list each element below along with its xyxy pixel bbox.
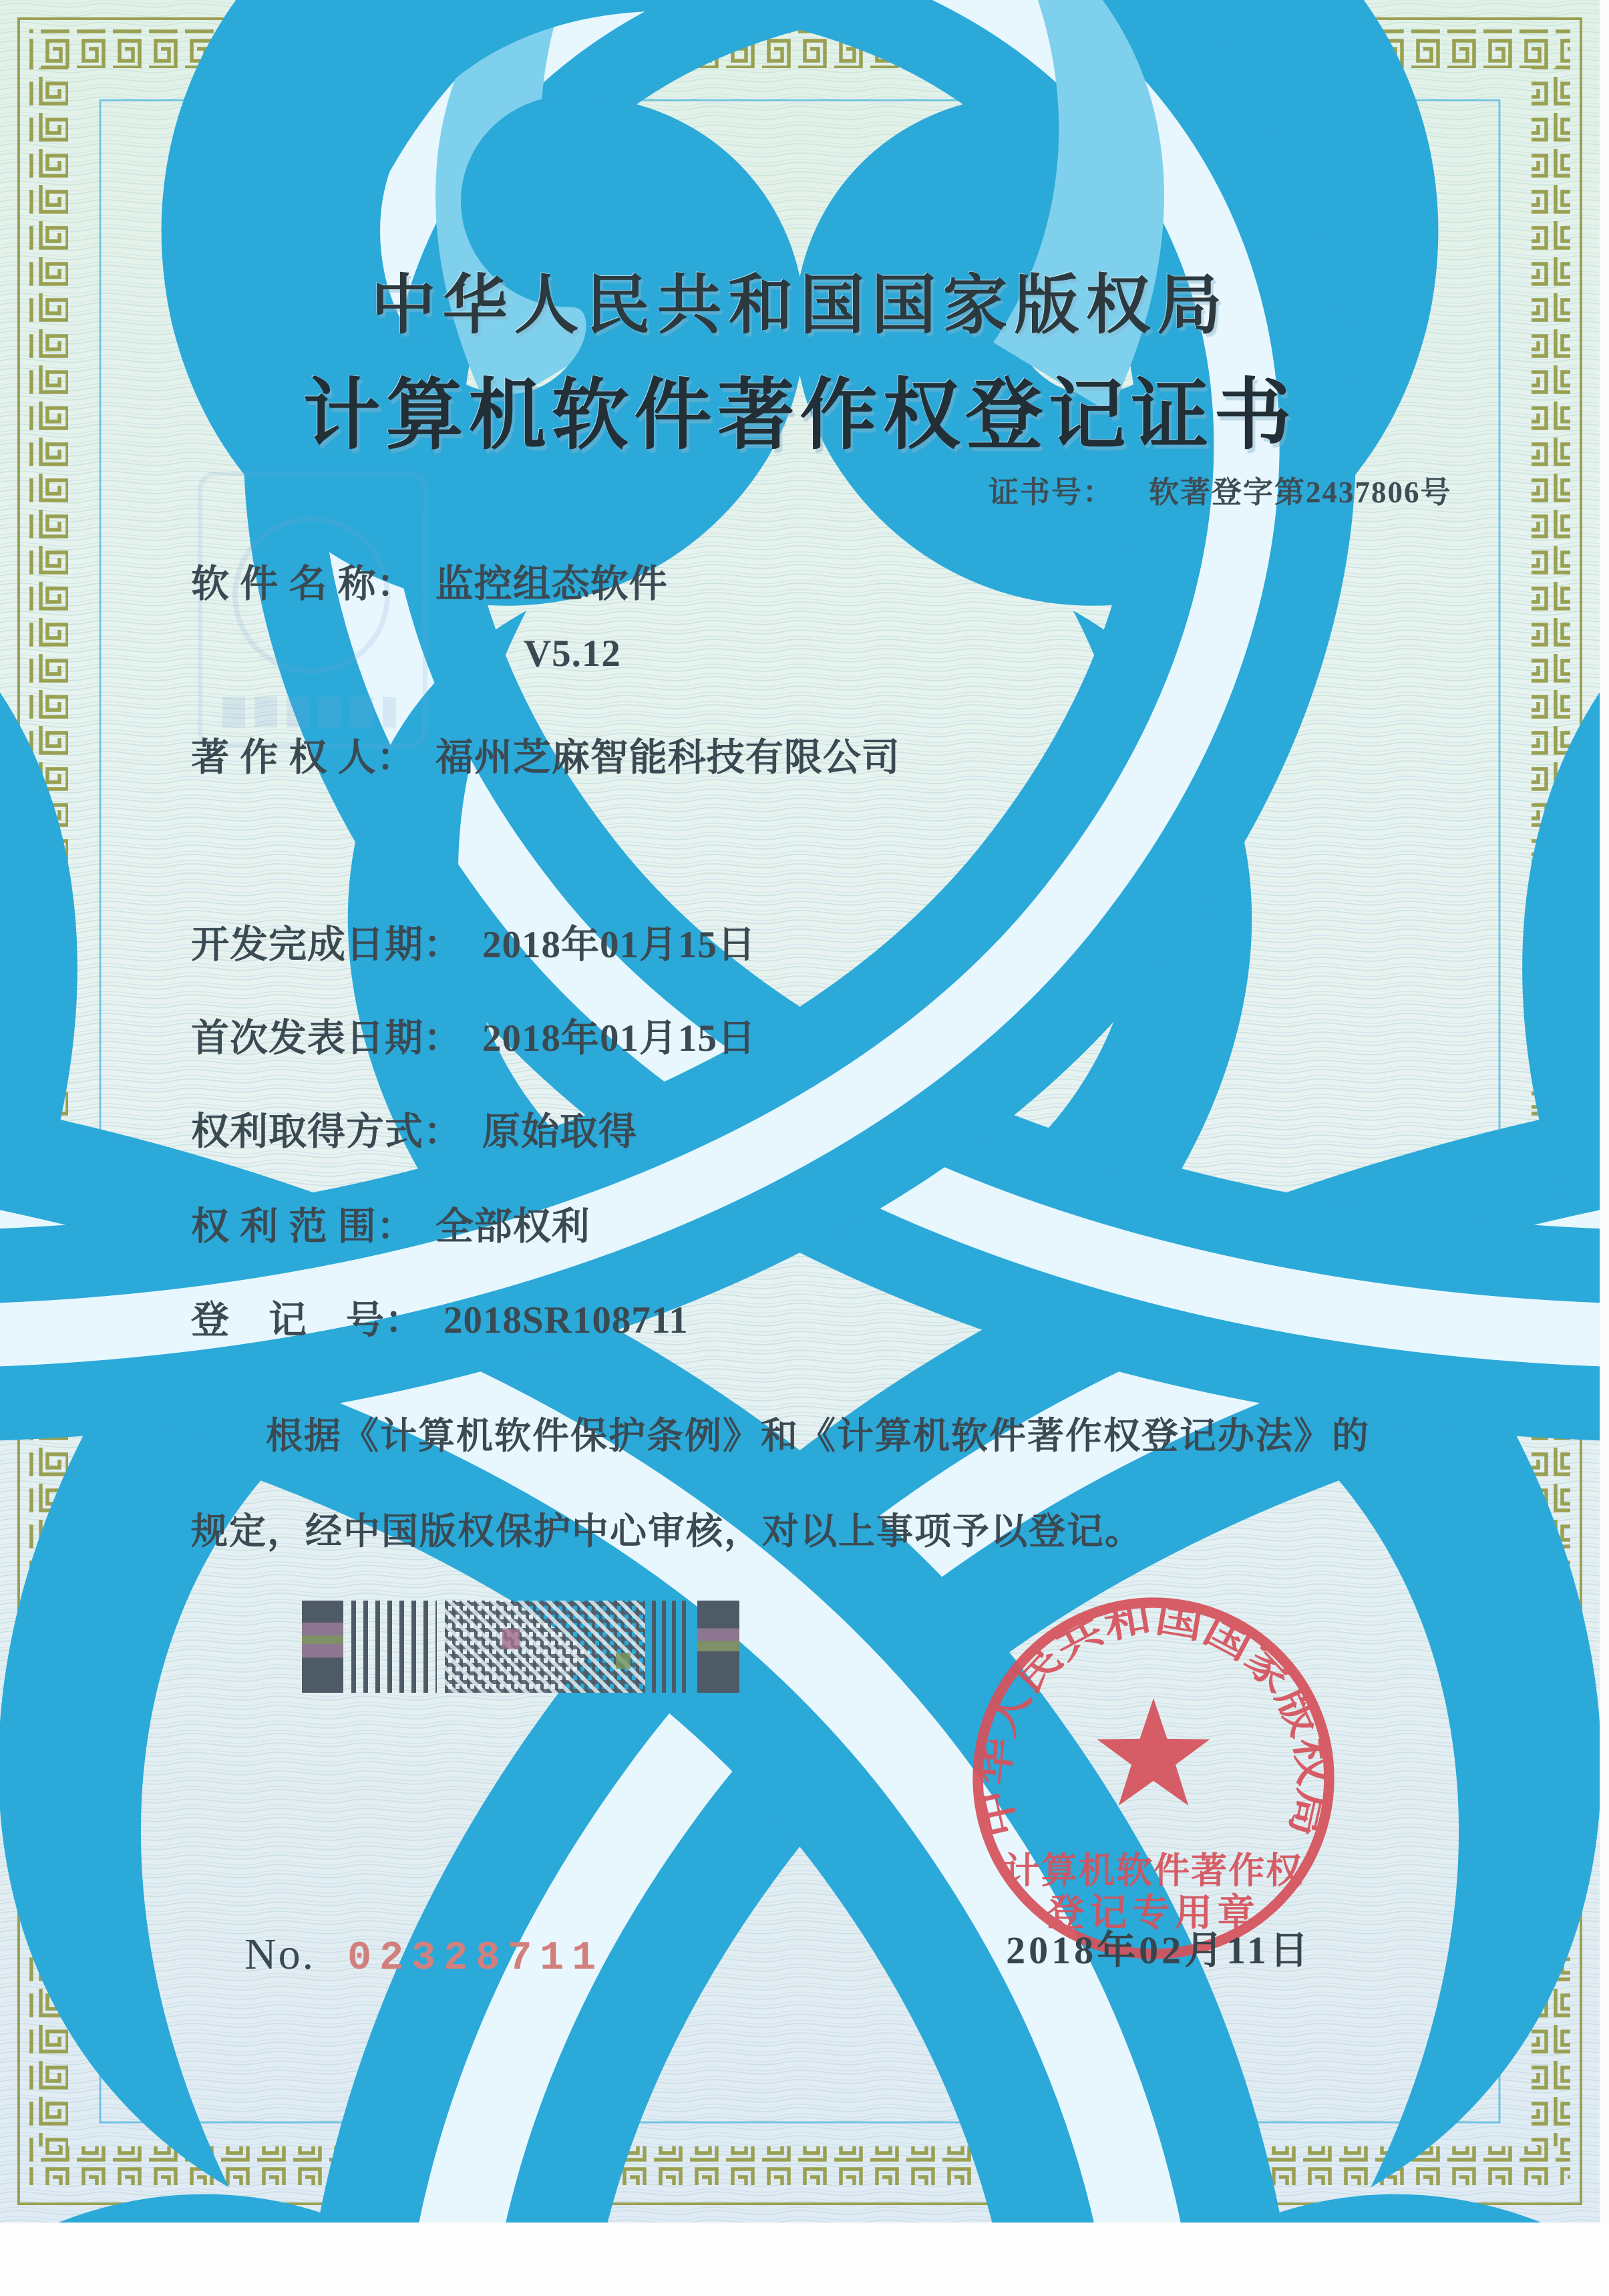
statement-line-1: 根据《计算机软件保护条例》和《计算机软件著作权登记办法》的 [266, 1416, 1371, 1456]
barcode-matrix-noise [445, 1601, 645, 1693]
field-copyright-owner [191, 727, 900, 782]
field-value: 监控组态软件 [435, 563, 668, 605]
field-first-publication-date [191, 1007, 756, 1062]
field-value: 2018年01月15日 [482, 924, 756, 966]
field-value: 原始取得 [482, 1111, 637, 1153]
field-label: 开发完成日期： [191, 924, 462, 966]
field-value: 全部权利 [435, 1206, 590, 1248]
seal-ring-text: 中华人民共和国国家版权局 [971, 1595, 1335, 1841]
certificate-title: 计算机软件著作权登记证书 [303, 373, 1297, 459]
barcode-end-bar [697, 1601, 739, 1693]
serial-value: 02328711 [347, 1936, 604, 1981]
certificate-number-label: 证书号： [989, 476, 1115, 509]
seal-star-icon [1097, 1698, 1210, 1806]
field-value-line2: V5.12 [524, 633, 621, 675]
barcode-start-bar [302, 1601, 343, 1693]
field-value: 2018SR108711 [443, 1299, 689, 1341]
field-rights-acquisition-method [191, 1101, 637, 1156]
certificate-number-value: 软著登字第2437806号 [1149, 476, 1452, 509]
field-label: 首次发表日期： [191, 1017, 462, 1059]
field-label: 著 作 权 人： [191, 737, 415, 779]
field-software-name [191, 553, 668, 675]
scan-margin-bottom [0, 2223, 1609, 2296]
seal-text-line2: 登记专用章 [1047, 1893, 1260, 1935]
barcode-green-speck [616, 1653, 631, 1669]
seal-date: 2018年02月11日 [1006, 1929, 1312, 1972]
certificate-number-line [989, 468, 1452, 511]
field-value: 福州芝麻智能科技有限公司 [435, 737, 900, 779]
barcode-thin-bars-right [652, 1601, 692, 1693]
authority-title: 中华人民共和国国家版权局 [371, 270, 1229, 341]
watermark-text-bars [222, 697, 396, 727]
barcode-thin-bars-left [351, 1601, 437, 1693]
scan-margin-right [1600, 0, 1609, 2223]
serial-number-line [244, 1929, 604, 1981]
field-rights-scope [191, 1196, 590, 1251]
barcode [302, 1601, 739, 1693]
field-label: 权利取得方式： [191, 1111, 462, 1153]
field-label: 权 利 范 围： [191, 1206, 415, 1248]
field-development-completion-date [191, 914, 756, 969]
serial-label: No. [244, 1930, 316, 1979]
seal-text-line1: 计算机软件著作权 [1003, 1850, 1304, 1891]
field-label: 软 件 名 称： [191, 563, 415, 605]
field-registration-number [191, 1289, 689, 1344]
barcode-pink-speck [502, 1629, 520, 1649]
field-value: 2018年01月15日 [482, 1017, 756, 1059]
official-seal [960, 1585, 1347, 1972]
statement-line-2: 规定，经中国版权保护中心审核，对以上事项予以登记。 [191, 1511, 1143, 1552]
field-label: 登 记 号： [191, 1299, 423, 1341]
